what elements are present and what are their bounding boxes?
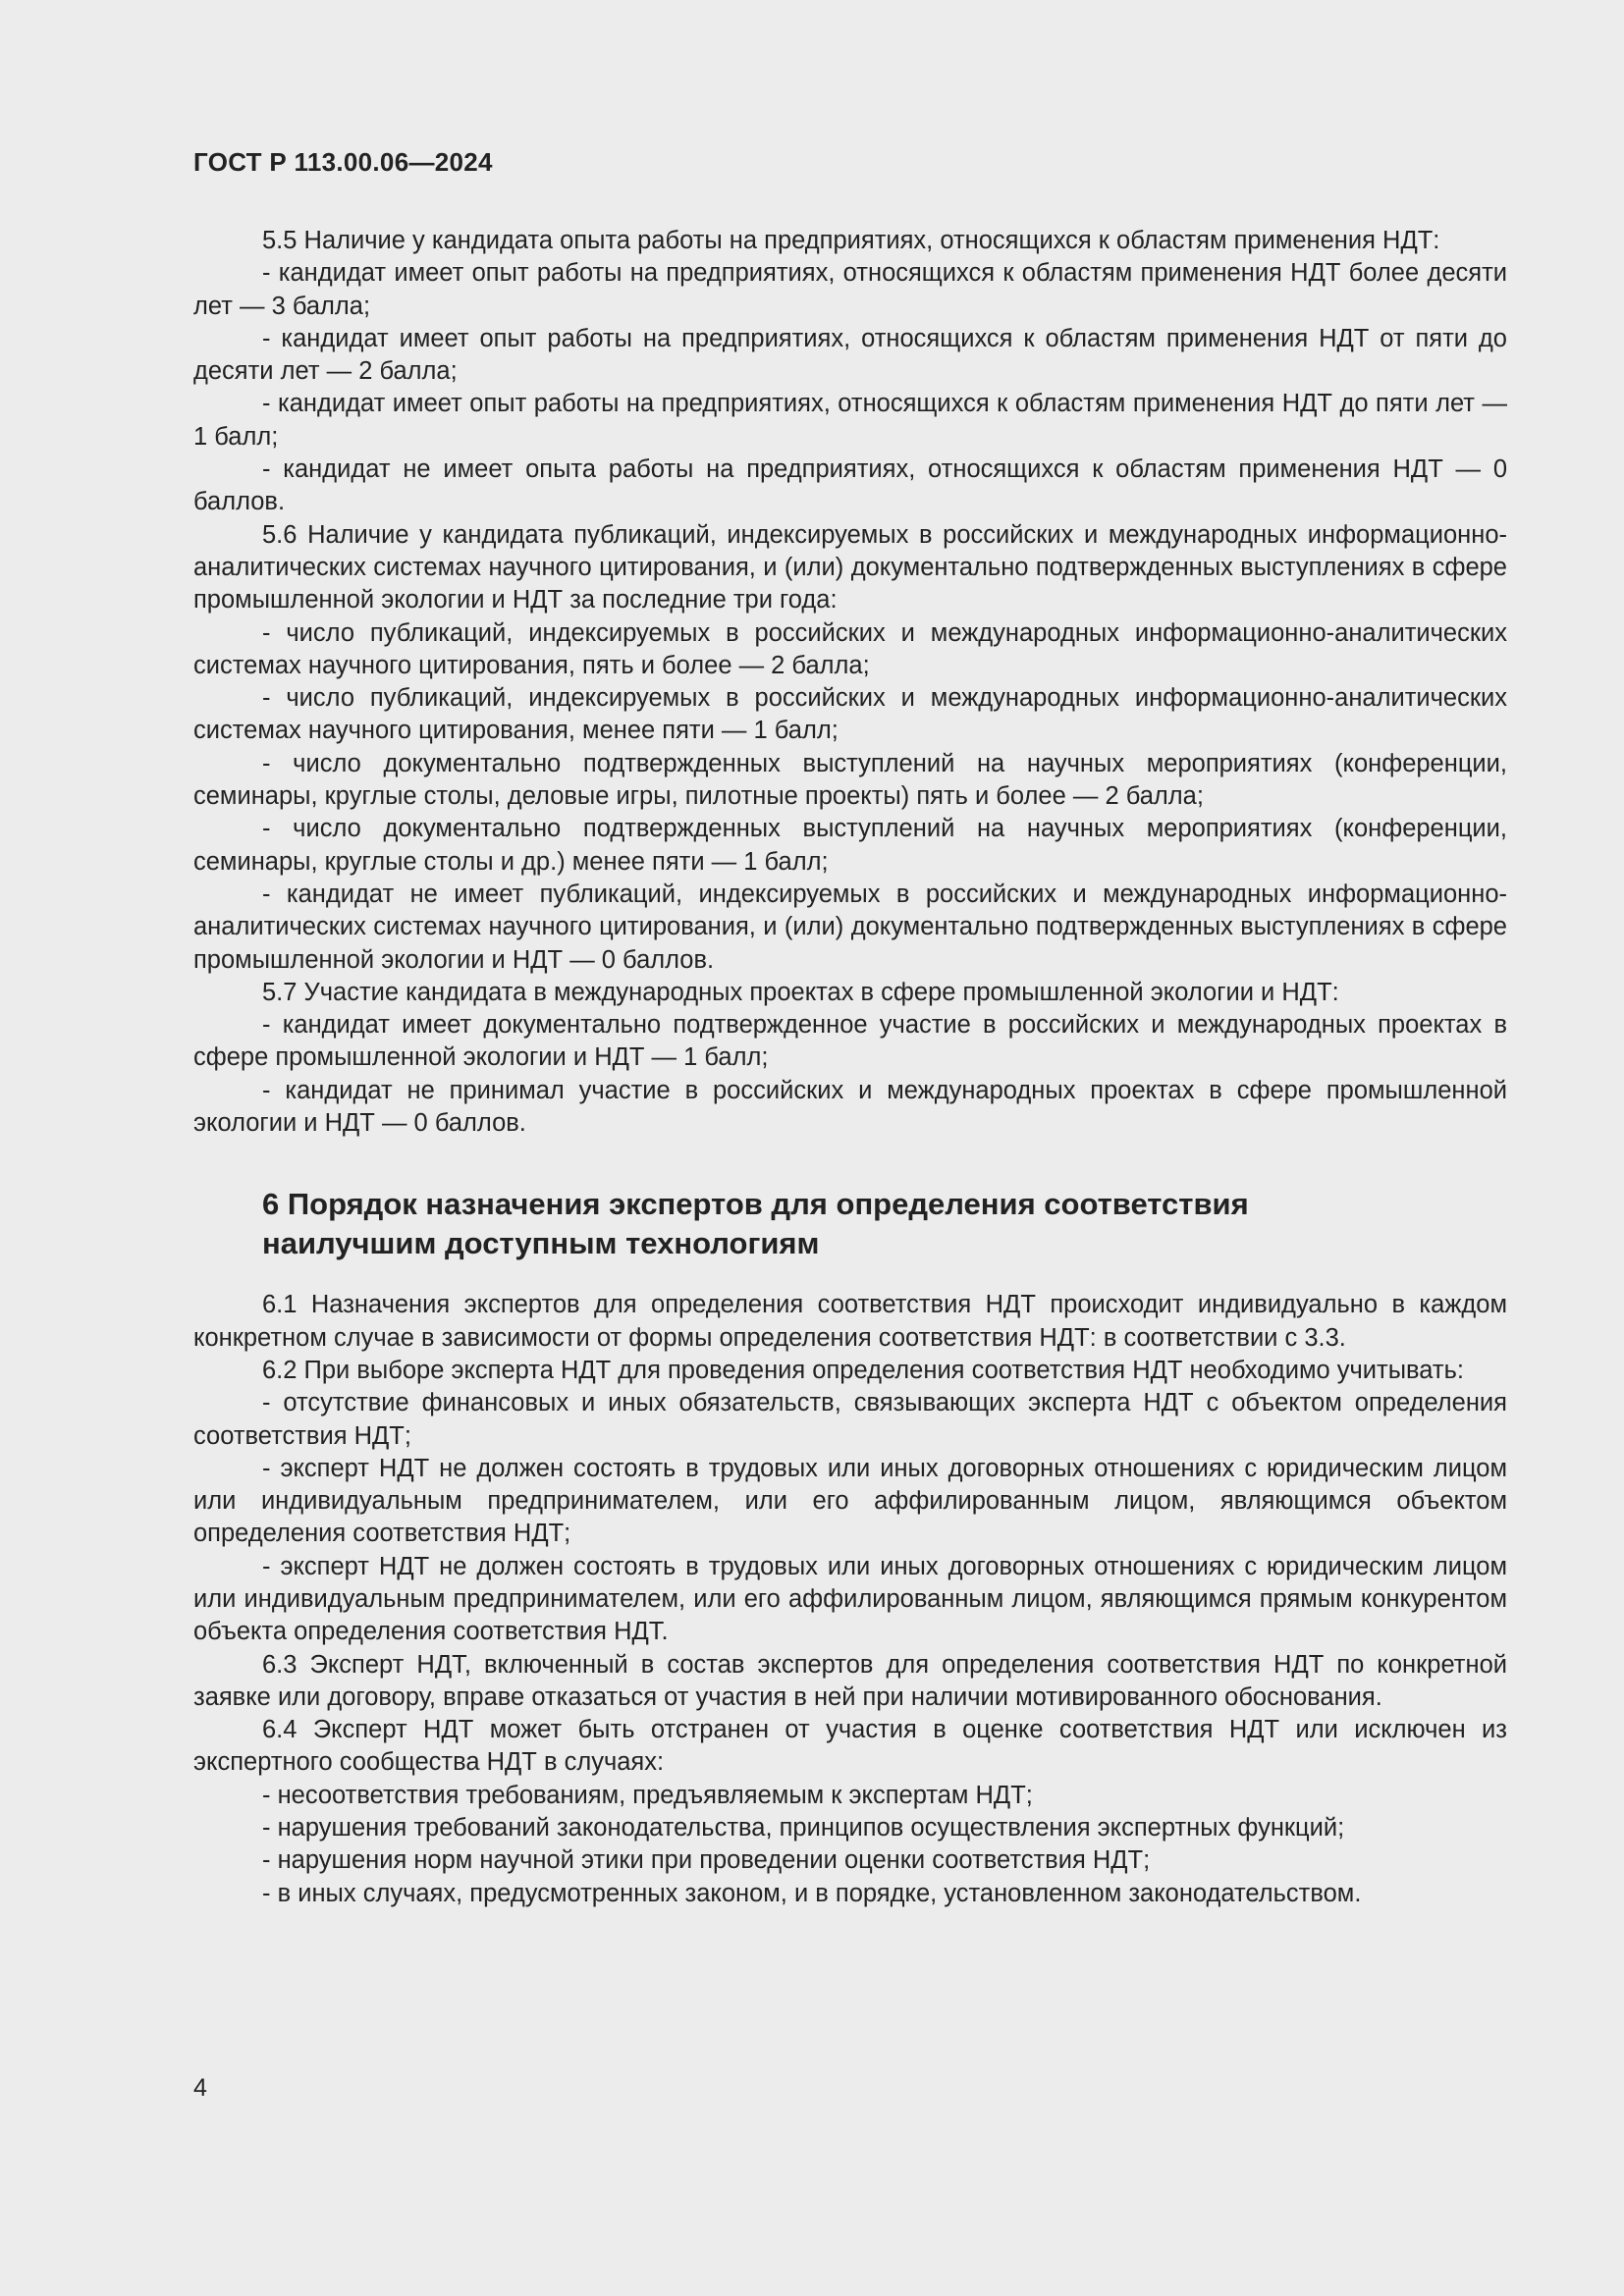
list-item: - число публикаций, индексируемых в российских и международных информационно-аналитических системах научного цитирования, менее пяти — 1 балл; [193, 684, 1507, 745]
list-item: - в иных случаях, предусмотренных законом, и в порядке, установленном законодательством. [262, 1879, 1362, 1907]
list-item: - кандидат имеет документально подтвержденное участие в российских и международных проектах в сфере промышленной экологии и НДТ — 1 балл; [193, 1011, 1507, 1072]
list-item: - кандидат не принимал участие в российских и международных проектах в сфере промышленной экологии и НДТ — 0 баллов. [193, 1076, 1507, 1138]
list-item: - нарушения требований законодательства, принципов осуществления экспертных функций; [262, 1814, 1345, 1842]
list-item: - несоответствия требованиям, предъявляемым к экспертам НДТ; [262, 1781, 1033, 1809]
list-item: - кандидат имеет опыт работы на предприятиях, относящихся к областям применения НДТ от пяти до десяти лет — 2 балла; [193, 324, 1507, 386]
list-item: - кандидат не имеет публикаций, индексируемых в российских и международных информационно-аналитических системах научного цитирования, и (или) документально подтвержденных выступлениях в сфере промышленной экологии и НДТ — 0 баллов. [193, 880, 1507, 974]
clause-5-7: 5.7 Участие кандидата в международных проектах в сфере промышленной экологии и НДТ: [262, 978, 1339, 1006]
clause-6-3: 6.3 Эксперт НДТ, включенный в состав экспертов для определения соответствия НДТ по конкретной заявке или договору, вправе отказаться от участия в ней при наличии мотивированного обоснования. [193, 1650, 1507, 1711]
list-item: - кандидат не имеет опыта работы на предприятиях, относящихся к областям применения НДТ — 0 баллов. [193, 455, 1507, 516]
section-6-heading [193, 1185, 1507, 1263]
section-6-heading-line-2: наилучшим доступным технологиям [262, 1226, 820, 1261]
list-item: - эксперт НДТ не должен состоять в трудовых или иных договорных отношениях с юридическим лицом или индивидуальным предпринимателем, или его аффилированным лицом, являющимся объектом определения соответствия НДТ; [193, 1454, 1507, 1548]
list-item: - эксперт НДТ не должен состоять в трудовых или иных договорных отношениях с юридическим лицом или индивидуальным предпринимателем, или его аффилированным лицом, являющимся прямым конкурентом объекта определения соответствия НДТ. [193, 1552, 1507, 1646]
list-item: - число публикаций, индексируемых в российских и международных информационно-аналитических системах научного цитирования, пять и более — 2 балла; [193, 618, 1507, 679]
list-item: - кандидат имеет опыт работы на предприятиях, относящихся к областям применения НДТ до пяти лет — 1 балл; [193, 390, 1507, 451]
list-item: - отсутствие финансовых и иных обязательств, связывающих эксперта НДТ с объектом определения соответствия НДТ; [193, 1389, 1507, 1450]
list-item: - нарушения норм научной этики при проведении оценки соответствия НДТ; [262, 1846, 1151, 1875]
page-number: 4 [193, 2074, 207, 2102]
document-code-header: ГОСТ Р 113.00.06—2024 [193, 147, 493, 177]
section-6-heading-line-1: 6 Порядок назначения экспертов для определения соответствия [262, 1187, 1249, 1222]
clause-6-4: 6.4 Эксперт НДТ может быть отстранен от участия в оценке соответствия НДТ или исключен из экспертного сообщества НДТ в случаях: [193, 1716, 1507, 1777]
clause-5-6: 5.6 Наличие у кандидата публикаций, индексируемых в российских и международных информационно-аналитических системах научного цитирования, и (или) документально подтвержденных выступлениях в сфере промышленной экологии и НДТ за последние три года: [193, 520, 1507, 614]
clause-6-1: 6.1 Назначения экспертов для определения соответствия НДТ происходит индивидуально в каждом конкретном случае в зависимости от формы определения соответствия НДТ: в соответствии с 3.3. [193, 1291, 1507, 1352]
list-item: - кандидат имеет опыт работы на предприятиях, относящихся к областям применения НДТ более десяти лет — 3 балла; [193, 259, 1507, 320]
list-item: - число документально подтвержденных выступлений на научных мероприятиях (конференции, семинары, круглые столы и др.) менее пяти — 1 балл; [193, 815, 1507, 876]
clause-5-5: 5.5 Наличие у кандидата опыта работы на предприятиях, относящихся к областям применения НДТ: [262, 227, 1440, 254]
document-body [193, 225, 1507, 1910]
list-item: - число документально подтвержденных выступлений на научных мероприятиях (конференции, семинары, круглые столы, деловые игры, пилотные проекты) пять и более — 2 балла; [193, 749, 1507, 811]
clause-6-2: 6.2 При выборе эксперта НДТ для проведения определения соответствия НДТ необходимо учитывать: [262, 1356, 1464, 1384]
